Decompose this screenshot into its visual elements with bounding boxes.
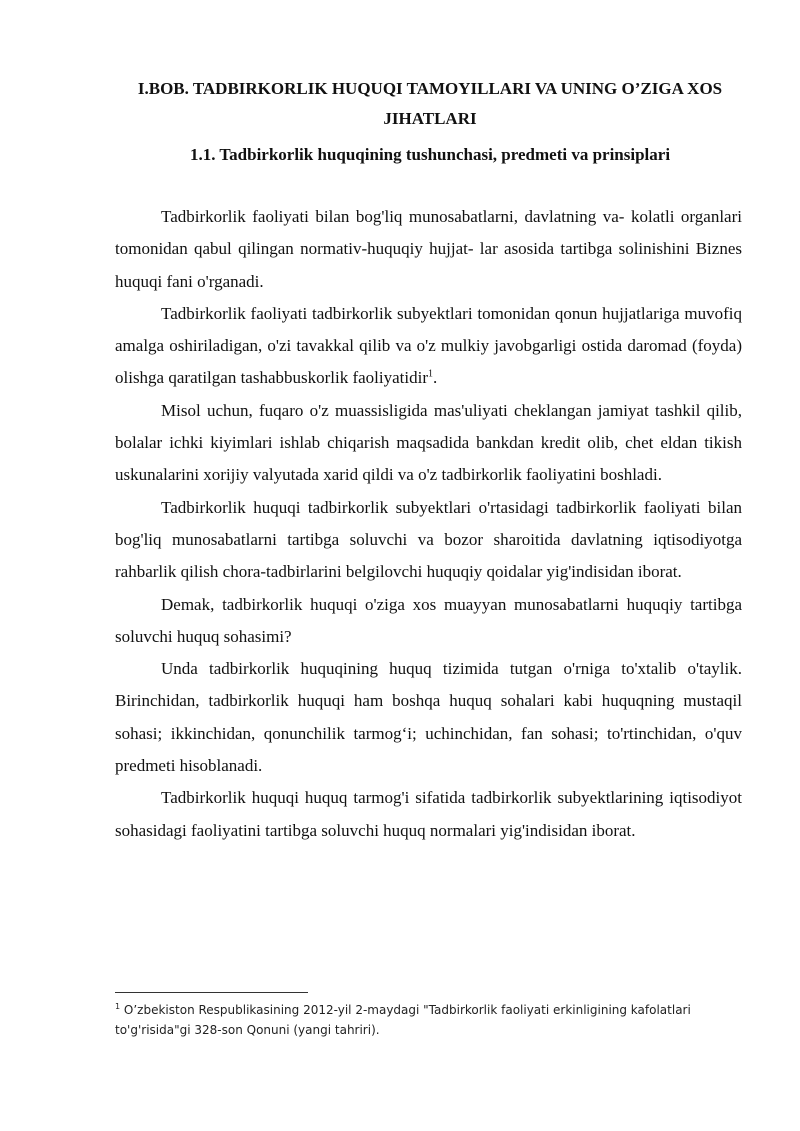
- paragraph-text: Demak, tadbirkorlik huquqi o'ziga xos muayyan munosabatlarni huquqiy tartibga soluvchi huquq sohasimi?: [115, 594, 742, 646]
- paragraph-text: Tadbirkorlik faoliyati bilan bog'liq munosabatlarni, davlatning va- kolatli organlari tomonidan qabul qilingan normativ-huquqiy hujjat- lar asosida tartibga solinishini Biznes huquqi fani o'rganadi.: [115, 207, 742, 291]
- paragraph-text: Tadbirkorlik huquqi huquq tarmog'i sifatida tadbirkorlik subyektlarining iqtisodiyot sohasidagi faoliyatini tartibga soluvchi huquq normalari yig'indisidan iborat.: [115, 788, 742, 840]
- paragraph: [115, 653, 742, 782]
- paragraph-end: .: [433, 368, 438, 388]
- footnote-number: 1: [115, 1002, 121, 1011]
- footnote-divider: [115, 992, 308, 993]
- paragraph: [115, 589, 742, 654]
- paragraph: [115, 201, 742, 298]
- section-title: 1.1. Tadbirkorlik huquqining tushunchasi, predmeti va prinsiplari: [189, 145, 671, 164]
- paragraph-text: Misol uchun, fuqaro o'z muassisligida mas'uliyati cheklangan jamiyat tashkil qilib, bolalar ichki kiyimlari ishlab chiqarish maqsadida bankdan kredit olib, chet eldan tikish uskunalarini xorijiy valyutada xarid qildi va o'z tadbirkorlik faoliyatini boshladi.: [115, 400, 742, 485]
- paragraph: [115, 395, 742, 492]
- paragraph-text: Tadbirkorlik faoliyati tadbirkorlik subyektlari tomonidan qonun hujjatlariga muvofiq amalga oshiriladigan, o'zi tavakkal qilib va o'z mulkiy javobgarligi ostida daromad (foyda) olishga qaratilgan tashabbuskorlik faoliyatidir: [115, 303, 742, 388]
- footnote-text: O’zbekiston Respublikasining 2012-yil 2-maydagi "Tadbirkorlik faoliyati erkinligining kafolatlari to'g'risida"gi 328-son Qonuni (yangi tahriri).: [115, 1003, 691, 1037]
- chapter-title: I.BOB. TADBIRKORLIK HUQUQI TAMOYILLARI VA UNING O’ZIGA XOS JIHATLARI: [137, 79, 723, 128]
- paragraph-text: Unda tadbirkorlik huquqining huquq tizimida tutgan o'rniga to'xtalib o'taylik. Birinchidan, tadbirkorlik huquqi ham boshqa huquq sohalari kabi huquqning mustaqil sohasi; ikkinchidan, qonunchilik tarmog‘i; uchinchidan, fan sohasi; to'rtinchidan, o'quv predmeti hisoblanadi.: [115, 659, 742, 776]
- paragraph: [115, 492, 742, 589]
- paragraph: [115, 298, 742, 395]
- footnote-reference[interactable]: 1: [428, 368, 434, 380]
- paragraph-text: Tadbirkorlik huquqi tadbirkorlik subyektlari o'rtasidagi tadbirkorlik faoliyati bilan bog'liq munosabatlarni tartibga soluvchi va bozor sharoitida davlatning iqtisodiyotga rahbarlik qilish chora-tadbirlarini belgilovchi huquqiy qoidalar yig'indisidan iborat.: [115, 497, 742, 582]
- paragraph: [115, 782, 742, 847]
- footnote: [115, 1000, 745, 1040]
- body-text: [115, 201, 742, 847]
